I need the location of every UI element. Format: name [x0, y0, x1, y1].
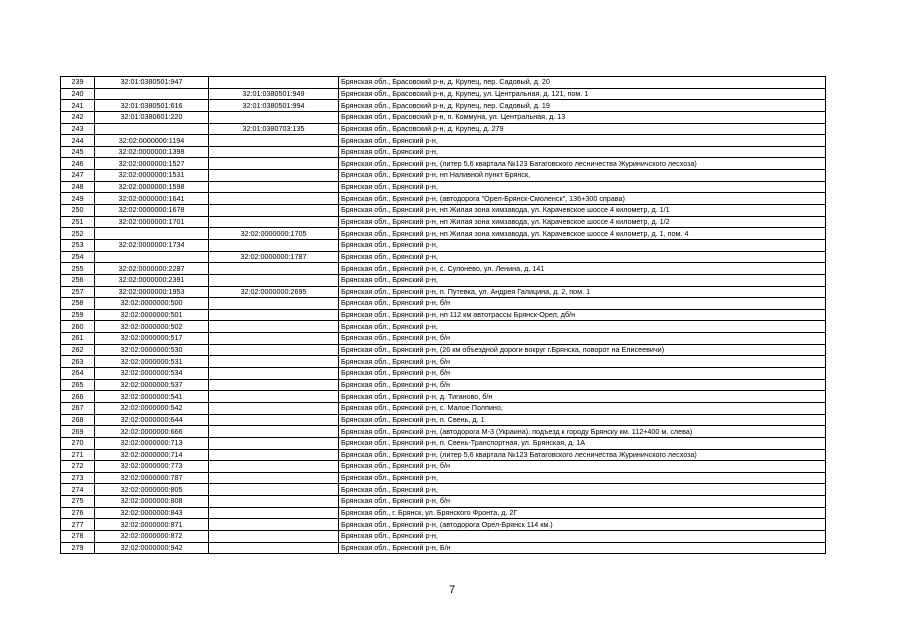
premises-number-cell	[209, 135, 339, 147]
row-number-cell: 272	[61, 461, 95, 473]
premises-number-cell	[209, 77, 339, 89]
cadastral-number-cell: 32:02:0000000:787	[95, 472, 209, 484]
table-row	[61, 100, 826, 112]
cadastral-number-cell: 32:02:0000000:500	[95, 298, 209, 310]
cadastral-number-cell: 32:02:0000000:805	[95, 484, 209, 496]
premises-number-cell	[209, 519, 339, 531]
address-cell: Брянская обл., Брянский р-н, п. Свень-Транспортная, ул. Брянская, д. 1А	[339, 437, 826, 449]
row-number-cell: 255	[61, 263, 95, 275]
address-cell: Брянская обл., Брянский р-н,	[339, 135, 826, 147]
address-cell: Брянская обл., Брянский р-н, с. Малое Полпино,	[339, 402, 826, 414]
cadastral-number-cell: 32:02:0000000:2391	[95, 274, 209, 286]
cadastral-number-cell: 32:02:0000000:502	[95, 321, 209, 333]
row-number-cell: 265	[61, 379, 95, 391]
row-number-cell: 269	[61, 426, 95, 438]
cadastral-number-cell: 32:02:0000000:542	[95, 402, 209, 414]
row-number-cell: 252	[61, 228, 95, 240]
cadastral-number-cell: 32:02:0000000:501	[95, 309, 209, 321]
table-row	[61, 298, 826, 310]
cadastral-number-cell: 32:02:0000000:644	[95, 414, 209, 426]
premises-number-cell	[209, 170, 339, 182]
row-number-cell: 264	[61, 368, 95, 380]
table-row	[61, 274, 826, 286]
row-number-cell: 273	[61, 472, 95, 484]
table-row	[61, 205, 826, 217]
premises-number-cell	[209, 402, 339, 414]
row-number-cell: 247	[61, 170, 95, 182]
cadastral-number-cell: 32:02:0000000:1953	[95, 286, 209, 298]
table-row	[61, 111, 826, 123]
premises-number-cell	[209, 321, 339, 333]
cadastral-number-cell: 32:02:0000000:531	[95, 356, 209, 368]
address-cell: Брянская обл., Брянский р-н, б/н	[339, 298, 826, 310]
premises-number-cell	[209, 158, 339, 170]
cadastral-number-cell	[95, 123, 209, 135]
premises-number-cell	[209, 216, 339, 228]
row-number-cell: 262	[61, 344, 95, 356]
table-row	[61, 309, 826, 321]
premises-number-cell	[209, 379, 339, 391]
cadastral-number-cell: 32:01:0380601:220	[95, 111, 209, 123]
row-number-cell: 244	[61, 135, 95, 147]
premises-number-cell	[209, 507, 339, 519]
cadastral-number-cell: 32:01:0380501:947	[95, 77, 209, 89]
premises-number-cell	[209, 437, 339, 449]
address-cell: Брянская обл., Брянский р-н,	[339, 484, 826, 496]
premises-number-cell	[209, 239, 339, 251]
cadastral-number-cell: 32:02:0000000:713	[95, 437, 209, 449]
address-cell: Брянская обл., Брянский р-н, б/н	[339, 333, 826, 345]
address-cell: Брянская обл., Брянский р-н, б/н	[339, 356, 826, 368]
cadastral-number-cell: 32:02:0000000:843	[95, 507, 209, 519]
address-cell: Брянская обл., Брянский р-н,	[339, 530, 826, 542]
address-cell: Брянская обл., Брянский р-н,	[339, 146, 826, 158]
premises-number-cell: 32:02:0000000:1787	[209, 251, 339, 263]
premises-number-cell	[209, 274, 339, 286]
cadastral-number-cell: 32:02:0000000:1531	[95, 170, 209, 182]
table-row	[61, 368, 826, 380]
row-number-cell: 261	[61, 333, 95, 345]
address-cell: Брянская обл., Брянский р-н, п. Путевка, ул. Андрея Галицина, д. 2, пом. 1	[339, 286, 826, 298]
cadastral-number-cell: 32:02:0000000:537	[95, 379, 209, 391]
address-cell: Брянская обл., Брянский р-н, с. Супонево, ул. Ленина, д. 141	[339, 263, 826, 275]
premises-number-cell	[209, 111, 339, 123]
address-cell: Брянская обл., Брянский р-н, нп Наливной пункт Брянск,	[339, 170, 826, 182]
row-number-cell: 248	[61, 181, 95, 193]
row-number-cell: 259	[61, 309, 95, 321]
premises-number-cell	[209, 263, 339, 275]
table-row	[61, 426, 826, 438]
premises-number-cell	[209, 309, 339, 321]
address-cell: Брянская обл., Брянский р-н,	[339, 239, 826, 251]
table-row	[61, 146, 826, 158]
row-number-cell: 268	[61, 414, 95, 426]
premises-number-cell	[209, 181, 339, 193]
address-cell: Брянская обл., Брянский р-н, (26 км объездной дороги вокруг г.Брянска, поворот на Елисеевичи)	[339, 344, 826, 356]
row-number-cell: 278	[61, 530, 95, 542]
table-row	[61, 461, 826, 473]
address-cell: Брянская обл., Брянский р-н, б/н	[339, 368, 826, 380]
table-row	[61, 530, 826, 542]
row-number-cell: 275	[61, 496, 95, 508]
table-row	[61, 437, 826, 449]
address-cell: Брянская обл., Брянский р-н, (автодорога Орел-Брянск 114 км.)	[339, 519, 826, 531]
address-cell: Брянская обл., Брянский р-н, нп Жилая зона химзавода, ул. Карачевское шоссе 4 километр, д. 1, пом. 4	[339, 228, 826, 240]
cadastral-number-cell: 32:02:0000000:1641	[95, 193, 209, 205]
address-cell: Брянская обл., Брасовский р-н, д. Крупец, ул. Центральная, д. 121, пом. 1	[339, 88, 826, 100]
table-row	[61, 239, 826, 251]
address-cell: Брянская обл., Брянский р-н, (автодорога М-3 (Украина), подъезд к городу Брянску км. 112+400 м. слева)	[339, 426, 826, 438]
cadastral-number-cell: 32:02:0000000:1527	[95, 158, 209, 170]
premises-number-cell: 32:01:0380501:949	[209, 88, 339, 100]
address-cell: Брянская обл., Брянский р-н, нп Жилая зона химзавода, ул. Карачевское шоссе 4 километр, д. 1/2	[339, 216, 826, 228]
address-cell: Брянская обл., Брянский р-н, б/н	[339, 461, 826, 473]
cadastral-number-cell: 32:02:0000000:534	[95, 368, 209, 380]
row-number-cell: 251	[61, 216, 95, 228]
page-number: 7	[448, 584, 456, 596]
cadastral-number-cell: 32:02:0000000:872	[95, 530, 209, 542]
premises-number-cell	[209, 193, 339, 205]
cadastral-number-cell: 32:02:0000000:541	[95, 391, 209, 403]
address-cell: Брянская обл., Брянский р-н, (литер 5,6 квартала №123 Батаговского лесничества Журиничского лесхоза)	[339, 449, 826, 461]
row-number-cell: 260	[61, 321, 95, 333]
row-number-cell: 271	[61, 449, 95, 461]
cadastral-number-cell: 32:02:0000000:1398	[95, 146, 209, 158]
row-number-cell: 270	[61, 437, 95, 449]
row-number-cell: 258	[61, 298, 95, 310]
address-cell: Брянская обл., Брасовский р-н, д. Крупец, пер. Садовый, д. 19	[339, 100, 826, 112]
premises-number-cell	[209, 356, 339, 368]
address-cell: Брянская обл., Брасовский р-н, п. Коммуна, ул. Центральная, д. 13	[339, 111, 826, 123]
row-number-cell: 239	[61, 77, 95, 89]
premises-number-cell	[209, 333, 339, 345]
premises-number-cell: 32:01:0380501:994	[209, 100, 339, 112]
premises-number-cell	[209, 344, 339, 356]
row-number-cell: 241	[61, 100, 95, 112]
table-row	[61, 77, 826, 89]
table-row	[61, 123, 826, 135]
table-row	[61, 449, 826, 461]
row-number-cell: 266	[61, 391, 95, 403]
premises-number-cell	[209, 496, 339, 508]
row-number-cell: 243	[61, 123, 95, 135]
cadastral-number-cell	[95, 228, 209, 240]
table-row	[61, 507, 826, 519]
premises-number-cell	[209, 449, 339, 461]
row-number-cell: 267	[61, 402, 95, 414]
address-cell: Брянская обл., Брянский р-н, Б/н	[339, 542, 826, 554]
cadastral-number-cell: 32:01:0380501:616	[95, 100, 209, 112]
table-row	[61, 472, 826, 484]
cadastral-number-cell	[95, 251, 209, 263]
premises-number-cell	[209, 542, 339, 554]
cadastral-number-cell: 32:02:0000000:773	[95, 461, 209, 473]
table-row	[61, 158, 826, 170]
table-body	[61, 77, 826, 554]
row-number-cell: 274	[61, 484, 95, 496]
table-row	[61, 181, 826, 193]
premises-number-cell	[209, 298, 339, 310]
address-cell: Брянская обл., Брянский р-н, нп Жилая зона химзавода, ул. Карачевское шоссе 4 километр, д. 1/1	[339, 205, 826, 217]
row-number-cell: 256	[61, 274, 95, 286]
table-row	[61, 228, 826, 240]
row-number-cell: 254	[61, 251, 95, 263]
table-row	[61, 519, 826, 531]
address-cell: Брянская обл., Брянский р-н,	[339, 472, 826, 484]
address-cell: Брянская обл., г. Брянск, ул. Брянского Фронта, д. 2Г	[339, 507, 826, 519]
address-cell: Брянская обл., Брянский р-н, п. Свень, д. 1	[339, 414, 826, 426]
address-cell: Брянская обл., Брянский р-н, (автодорога "Орел-Брянск-Смоленск", 136+300 справа)	[339, 193, 826, 205]
premises-number-cell	[209, 472, 339, 484]
row-number-cell: 257	[61, 286, 95, 298]
premises-number-cell	[209, 426, 339, 438]
table-row	[61, 402, 826, 414]
table-row	[61, 391, 826, 403]
premises-number-cell	[209, 484, 339, 496]
row-number-cell: 277	[61, 519, 95, 531]
address-cell: Брянская обл., Брянский р-н, б/н	[339, 379, 826, 391]
row-number-cell: 242	[61, 111, 95, 123]
cadastral-number-cell: 32:02:0000000:1194	[95, 135, 209, 147]
table-row	[61, 356, 826, 368]
table-row	[61, 542, 826, 554]
table-row	[61, 414, 826, 426]
cadastral-number-cell: 32:02:0000000:871	[95, 519, 209, 531]
cadastral-number-cell: 32:02:0000000:517	[95, 333, 209, 345]
premises-number-cell	[209, 368, 339, 380]
address-cell: Брянская обл., Брянский р-н,	[339, 181, 826, 193]
row-number-cell: 249	[61, 193, 95, 205]
table-row	[61, 170, 826, 182]
premises-number-cell	[209, 205, 339, 217]
address-cell: Брянская обл., Брянский р-н,	[339, 274, 826, 286]
table-row	[61, 216, 826, 228]
premises-number-cell	[209, 391, 339, 403]
premises-number-cell: 32:02:0000000:2695	[209, 286, 339, 298]
row-number-cell: 246	[61, 158, 95, 170]
table-row	[61, 193, 826, 205]
row-number-cell: 276	[61, 507, 95, 519]
cadastral-number-cell: 32:02:0000000:530	[95, 344, 209, 356]
premises-number-cell: 32:01:0380703:135	[209, 123, 339, 135]
address-cell: Брянская обл., Брянский р-н, б/н	[339, 496, 826, 508]
cadastral-number-cell: 32:02:0000000:942	[95, 542, 209, 554]
cadastral-number-cell: 32:02:0000000:714	[95, 449, 209, 461]
row-number-cell: 240	[61, 88, 95, 100]
cadastral-number-cell	[95, 88, 209, 100]
cadastral-number-cell: 32:02:0000000:1701	[95, 216, 209, 228]
table-row	[61, 251, 826, 263]
address-cell: Брянская обл., Брасовский р-н, д. Крупец, д. 279	[339, 123, 826, 135]
premises-number-cell	[209, 414, 339, 426]
row-number-cell: 263	[61, 356, 95, 368]
cadastral-number-cell: 32:02:0000000:1678	[95, 205, 209, 217]
table-row	[61, 321, 826, 333]
row-number-cell: 253	[61, 239, 95, 251]
cadastral-number-cell: 32:02:0000000:1598	[95, 181, 209, 193]
table-row	[61, 344, 826, 356]
address-cell: Брянская обл., Брянский р-н,	[339, 251, 826, 263]
table-row	[61, 333, 826, 345]
address-cell: Брянская обл., Брянский р-н, нп 112 км автотрассы Брянск-Орел, дб/н	[339, 309, 826, 321]
address-cell: Брянская обл., Брянский р-н, д. Тиганово, б/н	[339, 391, 826, 403]
table-row	[61, 496, 826, 508]
cadastral-number-cell: 32:02:0000000:666	[95, 426, 209, 438]
cadastral-number-cell: 32:02:0000000:1734	[95, 239, 209, 251]
table-row	[61, 263, 826, 275]
row-number-cell: 250	[61, 205, 95, 217]
table-row	[61, 379, 826, 391]
address-cell: Брянская обл., Брянский р-н,	[339, 321, 826, 333]
table-row	[61, 286, 826, 298]
table-row	[61, 484, 826, 496]
premises-number-cell: 32:02:0000000:1705	[209, 228, 339, 240]
address-cell: Брянская обл., Брянский р-н, (литер 5,6 квартала №123 Батаговского лесничества Журиничского лесхоза)	[339, 158, 826, 170]
table-row	[61, 88, 826, 100]
row-number-cell: 245	[61, 146, 95, 158]
premises-number-cell	[209, 461, 339, 473]
address-cell: Брянская обл., Брасовский р-н, д. Крупец, пер. Садовый, д. 20	[339, 77, 826, 89]
premises-number-cell	[209, 146, 339, 158]
document-table	[60, 76, 826, 554]
premises-number-cell	[209, 530, 339, 542]
cadastral-number-cell: 32:02:0000000:2287	[95, 263, 209, 275]
table-row	[61, 135, 826, 147]
cadastral-number-cell: 32:02:0000000:808	[95, 496, 209, 508]
row-number-cell: 279	[61, 542, 95, 554]
